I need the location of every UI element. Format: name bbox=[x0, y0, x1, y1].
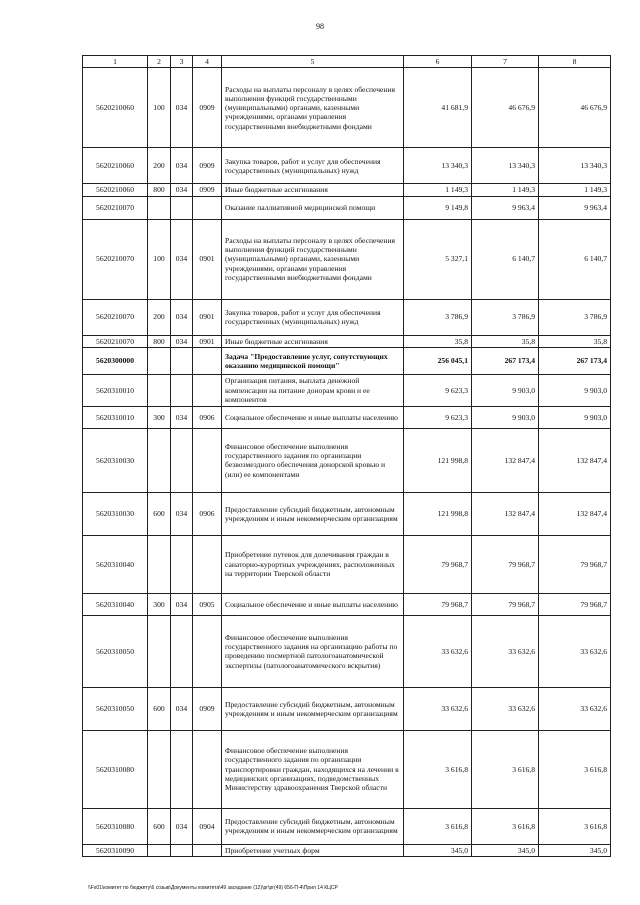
table-row bbox=[83, 535, 611, 593]
section-cell: 0909 bbox=[193, 68, 222, 148]
expense-type-cell bbox=[148, 615, 171, 687]
amount-year1-cell: 79 968,7 bbox=[404, 535, 472, 593]
expense-type-cell: 600 bbox=[148, 687, 171, 730]
target-code-cell: 5620300000 bbox=[83, 347, 148, 374]
expense-type-cell: 800 bbox=[148, 335, 171, 347]
target-code-cell: 5620310010 bbox=[83, 406, 148, 428]
expense-type-cell: 600 bbox=[148, 492, 171, 535]
table-row bbox=[83, 219, 611, 299]
amount-year3-cell: 267 173,4 bbox=[539, 347, 611, 374]
description-cell: Иные бюджетные ассигнования bbox=[222, 184, 404, 196]
target-code-cell: 5620310050 bbox=[83, 687, 148, 730]
amount-year2-cell: 3 616,8 bbox=[472, 730, 539, 808]
target-code-cell: 5620310080 bbox=[83, 808, 148, 844]
administrator-cell bbox=[171, 730, 193, 808]
section-cell bbox=[193, 196, 222, 219]
section-cell: 0906 bbox=[193, 406, 222, 428]
section-cell: 0906 bbox=[193, 492, 222, 535]
administrator-cell: 034 bbox=[171, 593, 193, 615]
description-cell: Предоставление субсидий бюджетным, автономным учреждениям и иным некоммерческим организациям bbox=[222, 492, 404, 535]
description-cell: Закупка товаров, работ и услуг для обеспечения государственных (муниципальных) нужд bbox=[222, 148, 404, 184]
amount-year3-cell: 3 616,8 bbox=[539, 808, 611, 844]
administrator-cell bbox=[171, 535, 193, 593]
table-row bbox=[83, 335, 611, 347]
administrator-cell bbox=[171, 196, 193, 219]
expense-type-cell: 100 bbox=[148, 219, 171, 299]
expense-type-cell: 200 bbox=[148, 299, 171, 335]
amount-year1-cell: 9 623,3 bbox=[404, 374, 472, 406]
amount-year2-cell: 13 340,3 bbox=[472, 148, 539, 184]
amount-year2-cell: 9 903,0 bbox=[472, 406, 539, 428]
target-code-cell: 5620310030 bbox=[83, 492, 148, 535]
description-cell: Расходы на выплаты персоналу в целях обеспечения выполнения функций государственными (муниципальными) органами, казенными учреждениями, органами управления государственными внебюджетными фондами bbox=[222, 68, 404, 148]
administrator-cell bbox=[171, 347, 193, 374]
amount-year2-cell: 79 968,7 bbox=[472, 593, 539, 615]
amount-year1-cell: 9 623,3 bbox=[404, 406, 472, 428]
amount-year3-cell: 3 786,9 bbox=[539, 299, 611, 335]
column-number: 8 bbox=[539, 56, 611, 68]
target-code-cell: 5620310010 bbox=[83, 374, 148, 406]
section-cell: 0901 bbox=[193, 219, 222, 299]
amount-year1-cell: 41 681,9 bbox=[404, 68, 472, 148]
column-number: 5 bbox=[222, 56, 404, 68]
administrator-cell: 034 bbox=[171, 148, 193, 184]
expense-type-cell: 600 bbox=[148, 808, 171, 844]
section-cell: 0909 bbox=[193, 184, 222, 196]
table-row bbox=[83, 148, 611, 184]
table-row bbox=[83, 196, 611, 219]
administrator-cell: 034 bbox=[171, 299, 193, 335]
description-cell: Предоставление субсидий бюджетным, автономным учреждениям и иным некоммерческим организациям bbox=[222, 808, 404, 844]
amount-year3-cell: 46 676,9 bbox=[539, 68, 611, 148]
table-row bbox=[83, 730, 611, 808]
column-number-row bbox=[83, 56, 611, 68]
target-code-cell: 5620310090 bbox=[83, 844, 148, 856]
description-cell: Задача "Предоставление услуг, сопутствующих оказанию медицинской помощи" bbox=[222, 347, 404, 374]
administrator-cell: 034 bbox=[171, 335, 193, 347]
amount-year3-cell: 132 847,4 bbox=[539, 492, 611, 535]
section-cell bbox=[193, 428, 222, 492]
amount-year2-cell: 3 616,8 bbox=[472, 808, 539, 844]
section-cell: 0904 bbox=[193, 808, 222, 844]
amount-year3-cell: 33 632,6 bbox=[539, 615, 611, 687]
amount-year3-cell: 1 149,3 bbox=[539, 184, 611, 196]
target-code-cell: 5620310040 bbox=[83, 593, 148, 615]
budget-table bbox=[82, 55, 611, 857]
table-row bbox=[83, 374, 611, 406]
administrator-cell bbox=[171, 428, 193, 492]
target-code-cell: 5620310040 bbox=[83, 535, 148, 593]
amount-year2-cell: 132 847,4 bbox=[472, 492, 539, 535]
description-cell: Приобретение учетных форм bbox=[222, 844, 404, 856]
amount-year1-cell: 3 616,8 bbox=[404, 730, 472, 808]
footer-file-path: \\Fs01\комитет по бюджету\6 созыв\Документы комитета\49 заседание (12)\рг\рг(49) 656-П-4\Прил 14 КЦСР bbox=[88, 885, 338, 891]
expense-type-cell: 300 bbox=[148, 593, 171, 615]
table-row bbox=[83, 347, 611, 374]
amount-year1-cell: 33 632,6 bbox=[404, 615, 472, 687]
amount-year2-cell: 345,0 bbox=[472, 844, 539, 856]
description-cell: Финансовое обеспечение выполнения государственного задания по организации транспортировки граждан, находящихся на лечении в медицинских организациях, подведомственных Министерству здравоохранения Тверской области bbox=[222, 730, 404, 808]
amount-year1-cell: 3 786,9 bbox=[404, 299, 472, 335]
expense-type-cell: 200 bbox=[148, 148, 171, 184]
amount-year3-cell: 6 140,7 bbox=[539, 219, 611, 299]
target-code-cell: 5620210070 bbox=[83, 196, 148, 219]
administrator-cell: 034 bbox=[171, 68, 193, 148]
expense-type-cell: 800 bbox=[148, 184, 171, 196]
section-cell: 0909 bbox=[193, 687, 222, 730]
administrator-cell: 034 bbox=[171, 184, 193, 196]
description-cell: Финансовое обеспечение выполнения государственного задания по организации безвозмездного обеспечения донорской кровью и (или) ее компонентами bbox=[222, 428, 404, 492]
amount-year1-cell: 35,8 bbox=[404, 335, 472, 347]
section-cell bbox=[193, 535, 222, 593]
administrator-cell: 034 bbox=[171, 492, 193, 535]
column-number: 3 bbox=[171, 56, 193, 68]
expense-type-cell bbox=[148, 374, 171, 406]
page-number: 98 bbox=[316, 22, 324, 31]
description-cell: Иные бюджетные ассигнования bbox=[222, 335, 404, 347]
amount-year1-cell: 1 149,3 bbox=[404, 184, 472, 196]
target-code-cell: 5620210060 bbox=[83, 148, 148, 184]
target-code-cell: 5620310030 bbox=[83, 428, 148, 492]
table-row bbox=[83, 299, 611, 335]
column-number: 6 bbox=[404, 56, 472, 68]
expense-type-cell bbox=[148, 535, 171, 593]
administrator-cell bbox=[171, 374, 193, 406]
administrator-cell bbox=[171, 844, 193, 856]
amount-year2-cell: 9 903,0 bbox=[472, 374, 539, 406]
amount-year3-cell: 3 616,8 bbox=[539, 730, 611, 808]
amount-year2-cell: 1 149,3 bbox=[472, 184, 539, 196]
amount-year1-cell: 3 616,8 bbox=[404, 808, 472, 844]
section-cell bbox=[193, 374, 222, 406]
target-code-cell: 5620310080 bbox=[83, 730, 148, 808]
description-cell: Социальное обеспечение и иные выплаты населению bbox=[222, 593, 404, 615]
section-cell: 0909 bbox=[193, 148, 222, 184]
amount-year1-cell: 9 149,8 bbox=[404, 196, 472, 219]
amount-year3-cell: 9 903,0 bbox=[539, 374, 611, 406]
target-code-cell: 5620210070 bbox=[83, 335, 148, 347]
administrator-cell: 034 bbox=[171, 219, 193, 299]
target-code-cell: 5620310050 bbox=[83, 615, 148, 687]
amount-year2-cell: 267 173,4 bbox=[472, 347, 539, 374]
administrator-cell: 034 bbox=[171, 687, 193, 730]
description-cell: Финансовое обеспечение выполнения государственного задания на организацию работы по проведению посмертной патологоанатомической экспертизы (патологоанатомического вскрытия) bbox=[222, 615, 404, 687]
table-row bbox=[83, 428, 611, 492]
amount-year3-cell: 35,8 bbox=[539, 335, 611, 347]
amount-year3-cell: 33 632,6 bbox=[539, 687, 611, 730]
amount-year2-cell: 132 847,4 bbox=[472, 428, 539, 492]
description-cell: Предоставление субсидий бюджетным, автономным учреждениям и иным некоммерческим организациям bbox=[222, 687, 404, 730]
table-row bbox=[83, 593, 611, 615]
section-cell: 0905 bbox=[193, 593, 222, 615]
section-cell: 0901 bbox=[193, 299, 222, 335]
description-cell: Социальное обеспечение и иные выплаты населению bbox=[222, 406, 404, 428]
description-cell: Закупка товаров, работ и услуг для обеспечения государственных (муниципальных) нужд bbox=[222, 299, 404, 335]
administrator-cell bbox=[171, 615, 193, 687]
section-cell bbox=[193, 844, 222, 856]
table-row bbox=[83, 615, 611, 687]
table-row bbox=[83, 492, 611, 535]
amount-year3-cell: 9 903,0 bbox=[539, 406, 611, 428]
amount-year2-cell: 79 968,7 bbox=[472, 535, 539, 593]
amount-year1-cell: 256 045,1 bbox=[404, 347, 472, 374]
column-number: 7 bbox=[472, 56, 539, 68]
table-row bbox=[83, 406, 611, 428]
amount-year3-cell: 132 847,4 bbox=[539, 428, 611, 492]
table-row bbox=[83, 184, 611, 196]
amount-year1-cell: 13 340,3 bbox=[404, 148, 472, 184]
table-row bbox=[83, 844, 611, 856]
description-cell: Приобретение путевок для долечивания граждан в санаторно-курортных учреждениях, расположенных на территории Тверской области bbox=[222, 535, 404, 593]
description-cell: Расходы на выплаты персоналу в целях обеспечения выполнения функций государственными (муниципальными) органами, казенными учреждениями, органами управления государственными внебюджетными фондами bbox=[222, 219, 404, 299]
expense-type-cell bbox=[148, 347, 171, 374]
expense-type-cell bbox=[148, 196, 171, 219]
amount-year2-cell: 46 676,9 bbox=[472, 68, 539, 148]
expense-type-cell bbox=[148, 428, 171, 492]
amount-year1-cell: 345,0 bbox=[404, 844, 472, 856]
amount-year3-cell: 9 963,4 bbox=[539, 196, 611, 219]
target-code-cell: 5620210070 bbox=[83, 299, 148, 335]
table-row bbox=[83, 68, 611, 148]
target-code-cell: 5620210070 bbox=[83, 219, 148, 299]
amount-year1-cell: 79 968,7 bbox=[404, 593, 472, 615]
target-code-cell: 5620210060 bbox=[83, 184, 148, 196]
expense-type-cell: 300 bbox=[148, 406, 171, 428]
amount-year1-cell: 5 327,1 bbox=[404, 219, 472, 299]
amount-year3-cell: 79 968,7 bbox=[539, 593, 611, 615]
description-cell: Оказание паллиативной медицинской помощи bbox=[222, 196, 404, 219]
table-row bbox=[83, 808, 611, 844]
amount-year2-cell: 3 786,9 bbox=[472, 299, 539, 335]
table-row bbox=[83, 687, 611, 730]
column-number: 2 bbox=[148, 56, 171, 68]
column-number: 1 bbox=[83, 56, 148, 68]
expense-type-cell bbox=[148, 730, 171, 808]
description-cell: Организация питания, выплата денежной компенсации на питание донорам крови и ее компонентов bbox=[222, 374, 404, 406]
section-cell bbox=[193, 730, 222, 808]
amount-year1-cell: 33 632,6 bbox=[404, 687, 472, 730]
amount-year1-cell: 121 998,8 bbox=[404, 428, 472, 492]
amount-year3-cell: 345,0 bbox=[539, 844, 611, 856]
administrator-cell: 034 bbox=[171, 808, 193, 844]
amount-year1-cell: 121 998,8 bbox=[404, 492, 472, 535]
column-number: 4 bbox=[193, 56, 222, 68]
administrator-cell: 034 bbox=[171, 406, 193, 428]
section-cell bbox=[193, 347, 222, 374]
section-cell bbox=[193, 615, 222, 687]
expense-type-cell bbox=[148, 844, 171, 856]
target-code-cell: 5620210060 bbox=[83, 68, 148, 148]
amount-year2-cell: 35,8 bbox=[472, 335, 539, 347]
section-cell: 0901 bbox=[193, 335, 222, 347]
amount-year3-cell: 79 968,7 bbox=[539, 535, 611, 593]
amount-year2-cell: 6 140,7 bbox=[472, 219, 539, 299]
amount-year2-cell: 33 632,6 bbox=[472, 615, 539, 687]
expense-type-cell: 100 bbox=[148, 68, 171, 148]
amount-year3-cell: 13 340,3 bbox=[539, 148, 611, 184]
amount-year2-cell: 33 632,6 bbox=[472, 687, 539, 730]
amount-year2-cell: 9 963,4 bbox=[472, 196, 539, 219]
